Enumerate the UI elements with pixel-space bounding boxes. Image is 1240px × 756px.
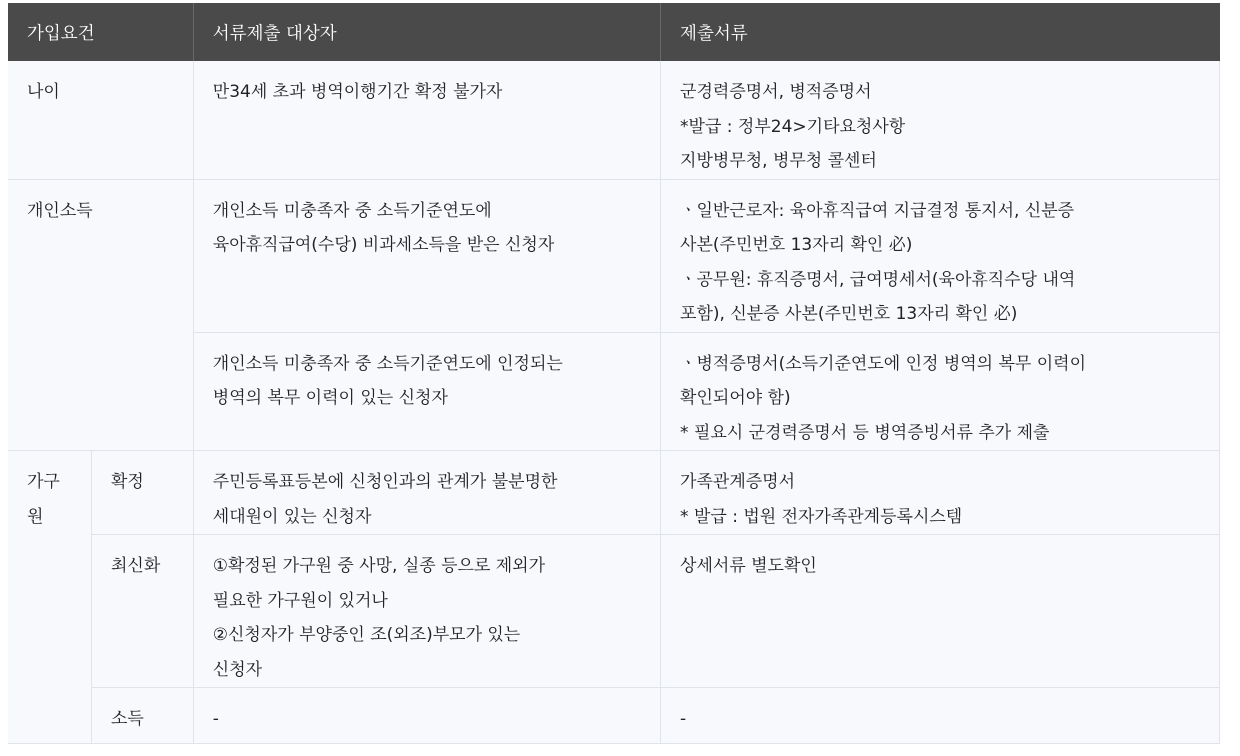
header-requirement: 가입요건 (8, 3, 193, 61)
target-line: 개인소득 미충족자 중 소득기준연도에 (212, 200, 492, 221)
target-line: 주민등록표등본에 신청인과의 관계가 불분명한 (212, 472, 558, 492)
documents-line: ㆍ병적증명서(소득기준연도에 인정 병역의 복무 이력이 (680, 353, 1086, 374)
target-line: ②신청자가 부양중인 조(외조)부모가 있는 (212, 625, 521, 645)
target-line: 만34세 초과 병역이행기간 확정 불가자 (212, 82, 503, 102)
documents-line: 사본(주민번호 13자리 확인 必) (680, 235, 913, 255)
table-row-household-update (8, 535, 1220, 688)
documents-cell (661, 451, 1220, 535)
table-row-income (8, 179, 1220, 332)
target-line: 세대원이 있는 신청자 (212, 506, 372, 527)
sub-requirement-income: 소득 (91, 688, 193, 744)
documents-line: * 필요시 군경력증명서 등 병역증빙서류 추가 제출 (680, 422, 1050, 443)
requirement-income: 개인소득 (8, 179, 193, 451)
target-cell (193, 688, 660, 744)
target-cell (193, 179, 660, 332)
requirements-table (8, 3, 1220, 744)
documents-line: * 발급 : 법원 전자가족관계등록시스템 (680, 506, 963, 527)
documents-line: 지방병무청, 병무청 콜센터 (680, 151, 877, 171)
documents-line: ㆍ공무원: 휴직증명서, 급여명세서(육아휴직수당 내역 (680, 269, 1076, 290)
documents-line: *발급 : 정부24>기타요청사항 (680, 116, 906, 137)
documents-line: 가족관계증명서 (680, 472, 796, 492)
documents-cell (661, 332, 1220, 451)
target-line: 신청자 (212, 659, 263, 680)
requirement-age: 나이 (8, 61, 193, 179)
target-line: - (212, 709, 219, 729)
table-row-household-income (8, 688, 1220, 744)
target-line: 육아휴직급여(수당) 비과세소득을 받은 신청자 (212, 235, 555, 255)
documents-cell (661, 179, 1220, 332)
requirement-household: 가구원 (8, 451, 91, 744)
target-cell (193, 535, 660, 688)
header-row (8, 3, 1220, 61)
documents-line: - (680, 709, 687, 729)
table-row-age (8, 61, 1220, 179)
documents-cell (661, 61, 1220, 179)
documents-line: 군경력증명서, 병적증명서 (680, 82, 872, 102)
table-row-household-confirm (8, 451, 1220, 535)
documents-line: 상세서류 별도확인 (680, 556, 817, 576)
target-line: 개인소득 미충족자 중 소득기준연도에 인정되는 (212, 353, 563, 374)
target-cell (193, 451, 660, 535)
documents-line: 포함), 신분증 사본(주민번호 13자리 확인 必) (680, 304, 1018, 324)
header-target: 서류제출 대상자 (193, 3, 660, 61)
target-line: 필요한 가구원이 있거나 (212, 590, 388, 611)
documents-line: 확인되어야 함) (680, 388, 791, 408)
target-line: 병역의 복무 이력이 있는 신청자 (212, 388, 448, 408)
documents-cell (661, 688, 1220, 744)
target-cell (193, 332, 660, 451)
documents-cell (661, 535, 1220, 688)
sub-requirement-confirm: 확정 (91, 451, 193, 535)
target-line: ①확정된 가구원 중 사망, 실종 등으로 제외가 (212, 556, 546, 576)
sub-requirement-update: 최신화 (91, 535, 193, 688)
target-cell (193, 61, 660, 179)
documents-line: ㆍ일반근로자: 육아휴직급여 지급결정 통지서, 신분증 (680, 200, 1075, 221)
header-documents: 제출서류 (661, 3, 1220, 61)
